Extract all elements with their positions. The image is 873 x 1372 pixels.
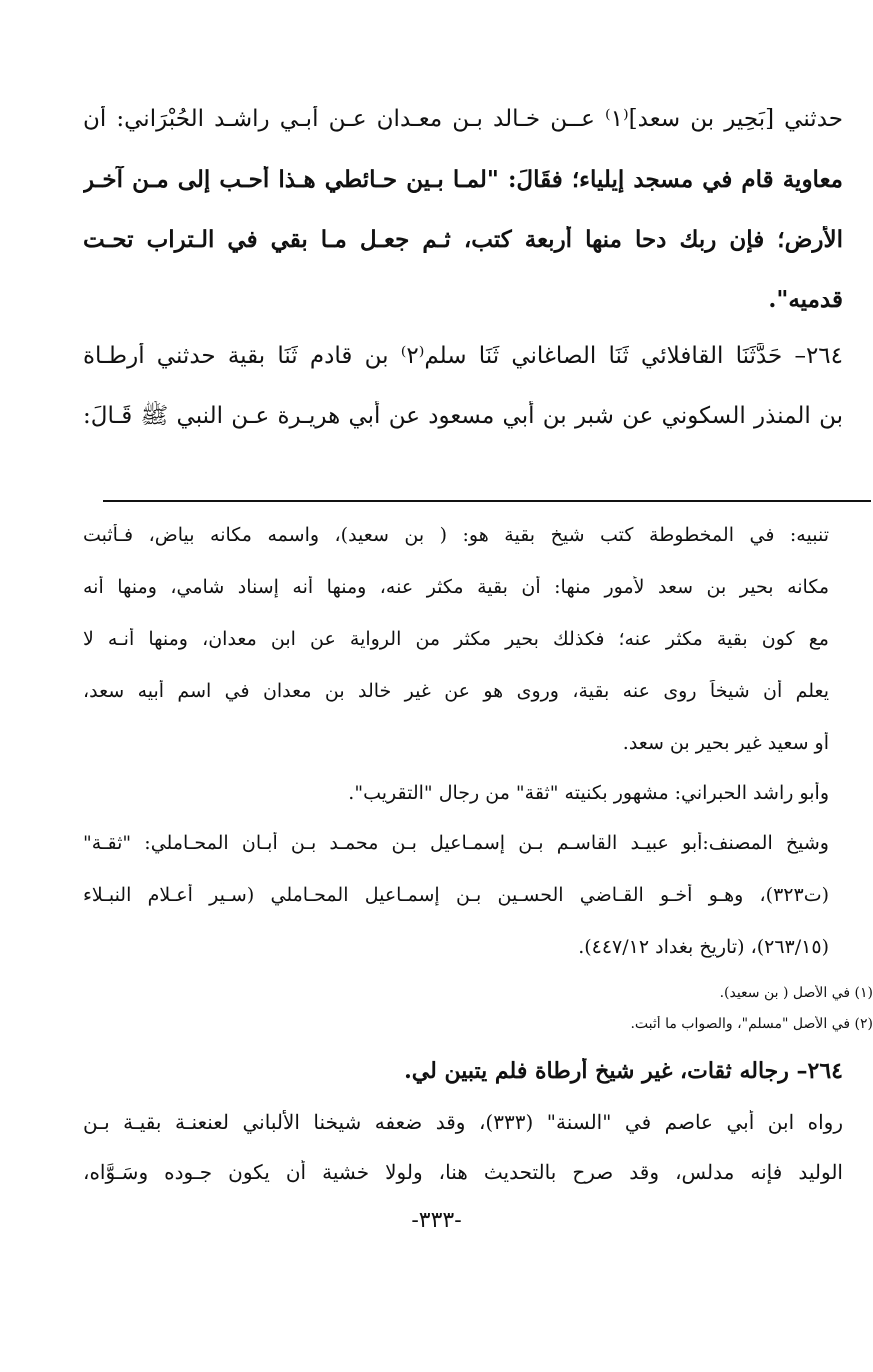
note-line-4: يعلم أن شيخاً روى عنه بقية، وروى هو عن غير خالد بن معدان في اسم أبيه سعد،: [83, 680, 829, 702]
commentary-line-2: الوليد فإنه مدلس، وقد صرح بالتحديث هنا، ولولا خشية أن يكون جـوده وسَـوَّاه،: [83, 1160, 843, 1184]
commentary-line-1: رواه ابن أبي عاصم في "السنة" (٣٣٣)، وقد ضعفه شيخنا الألباني لعنعنـة بقيـة بـن: [83, 1110, 843, 1134]
footnote-separator: [103, 500, 871, 502]
note-line-1: تنبيه: في المخطوطة كتب شيخ بقية هو: ( بن سعيد)، واسمه مكانه بياض، فـأثبت: [83, 524, 829, 546]
footnote-1: (١) في الأصل ( بن سعيد).: [719, 985, 873, 1001]
hadith-264-heading-line: ٢٦٤– حَدَّثَنَا القافلائي ثَنَا الصاغاني ثَنَا سلم⁽٢⁾ بن قادم ثَنَا بقية حدثني أرطـاة: [83, 343, 843, 369]
note-line-7: وشيخ المصنف:أبو عبيـد القاسـم بـن إسمـاعيل بـن محمـد بـن أبـان المحـاملي: "ثقـة": [83, 832, 829, 854]
note-line-6: وأبو راشد الحبراني: مشهور بكنيته "ثقة" من رجال "التقريب".: [348, 782, 829, 804]
note-line-9: (٢٦٣/١٥)، (تاريخ بغداد ٤٤٧/١٢).: [578, 936, 829, 958]
page-number: -٣٣٣-: [411, 1208, 462, 1233]
main-text-line-3: الأرض؛ فإن ربك دحا منها أربعة كتب، ثـم جعـل مـا بقي في الـتراب تحـت: [83, 226, 843, 253]
main-text-line-6: بن المنذر السكوني عن شبر بن أبي مسعود عن أبي هريـرة عـن النبي ﷺ قَـالَ:: [83, 403, 843, 429]
main-text-line-2: معاوية قام في مسجد إيلياء؛ فقَالَ: "لمـا بـين حـائطي هـذا أحـب إلى مـن آخـر: [83, 166, 843, 193]
main-text-line-1: حدثني [بَحِيرِ بن سعد]⁽١⁾ عــن خـالد بـن معـدان عـن أبـي راشـد الحُبْرَاني: أن: [83, 106, 843, 132]
commentary-heading: ٢٦٤– رجاله ثقات، غير شيخ أرطاة فلم يتبين لي.: [404, 1058, 843, 1084]
main-text-line-4: قدميه".: [768, 286, 843, 313]
note-line-3: مع كون بقية مكثر عنه؛ فكذلك بحير مكثر من الرواية عن ابن معدان، ومنها أنـه لا: [83, 628, 829, 650]
footnote-2: (٢) في الأصل "مسلم"، والصواب ما أثبت.: [630, 1016, 873, 1032]
note-line-8: (ت٣٢٣)، وهـو أخـو القـاضي الحسـين بـن إسمـاعيل المحـاملي (سـير أعـلام النبـلاء: [83, 884, 829, 906]
note-line-2: مكانه بحير بن سعد لأمور منها: أن بقية مكثر عنه، ومنها أنه إسناد شامي، ومنها أنه: [83, 576, 829, 598]
note-line-5: أو سعيد غير بحير بن سعد.: [622, 732, 829, 754]
